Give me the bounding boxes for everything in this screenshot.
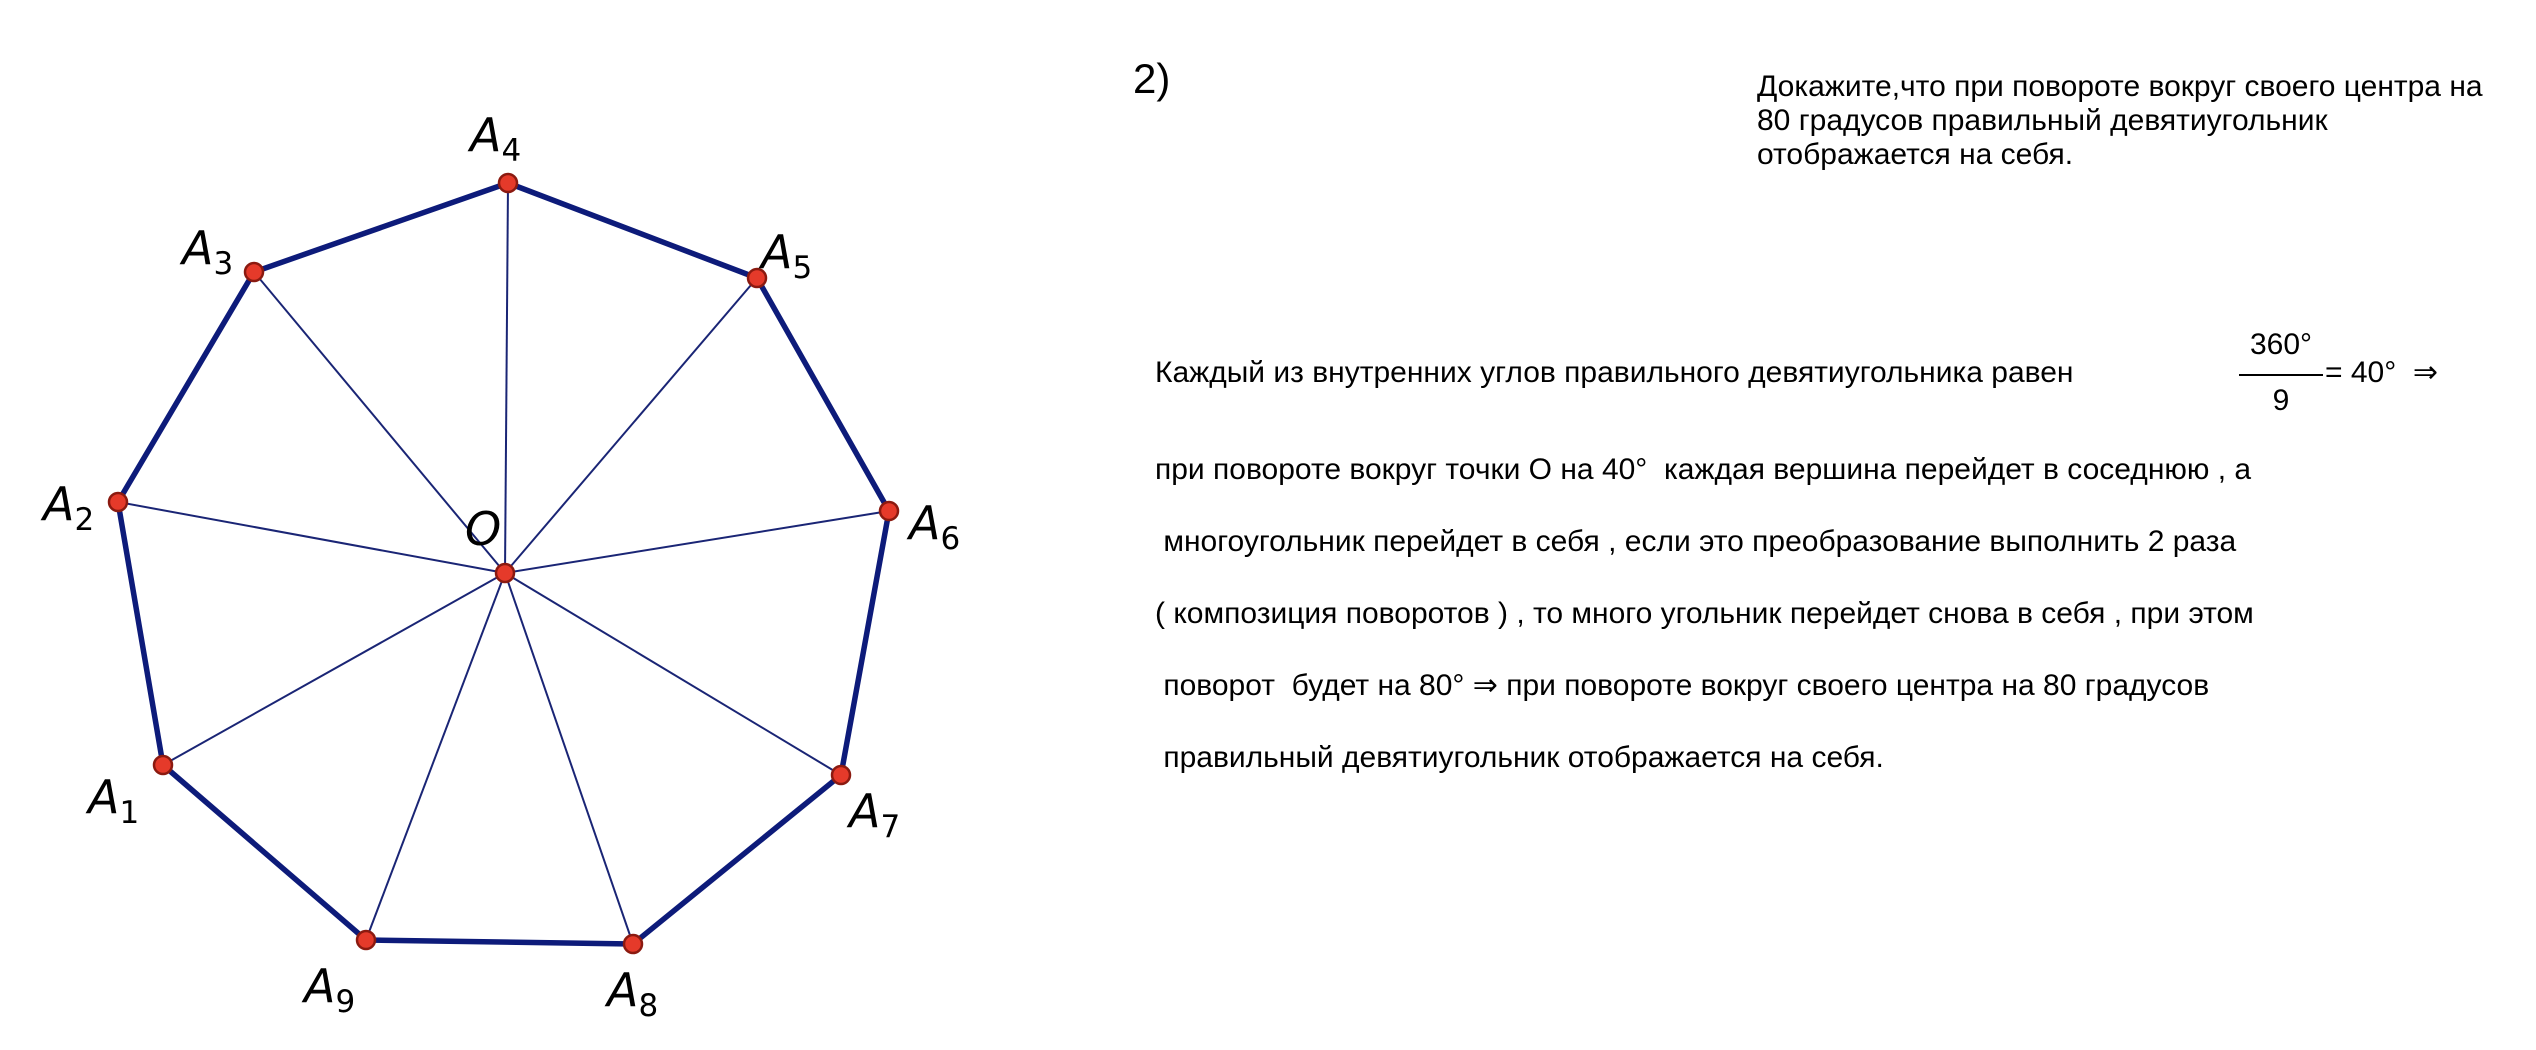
vertex-point-A9: [357, 931, 375, 949]
radius-O-A6: [505, 511, 889, 573]
nonagon-diagram: [0, 0, 1040, 1050]
vertex-point-A8: [624, 935, 642, 953]
vertex-label-A6: $A_6$: [909, 496, 961, 557]
solution-line-3: многоугольник перейдет в себя , если это преобразование выполнить 2 раза: [1155, 525, 2237, 558]
center-label-O: O: [465, 502, 502, 556]
vertex-label-A3: $A_3$: [182, 221, 234, 282]
vertex-label-A2: $A_2$: [43, 477, 95, 538]
radius-O-A7: [505, 573, 841, 775]
solution-line-4: ( композиция поворотов ) , то много угольник перейдет снова в себя , при этом: [1155, 597, 2254, 630]
vertex-label-A8: $A_8$: [607, 963, 659, 1024]
vertex-label-A4: $A_4$: [470, 108, 522, 169]
radius-O-A8: [505, 573, 633, 944]
solution-line-1: Каждый из внутренних углов правильного девятиугольника равен: [1155, 356, 2074, 389]
vertex-label-A9: $A_9$: [304, 959, 356, 1020]
radius-O-A1: [163, 573, 505, 765]
vertex-label-A1: $A_1$: [88, 770, 140, 831]
vertex-point-A4: [499, 174, 517, 192]
fraction-numerator: 360°: [2249, 328, 2313, 361]
radius-O-A5: [505, 278, 757, 573]
radius-O-A9: [366, 573, 505, 940]
vertex-point-A6: [880, 502, 898, 520]
points-group: [109, 174, 901, 953]
problem-statement: Докажите,что при повороте вокруг своего центра на 80 градусов правильный девятиугольник отображается на себя.: [1757, 70, 2483, 171]
task-number: 2): [1133, 55, 1171, 102]
radius-O-A4: [505, 183, 508, 573]
vertex-point-A1: [154, 756, 172, 774]
fraction-denominator: 9: [2272, 384, 2290, 417]
center-point-O: [496, 564, 514, 582]
solution-line-1-suffix: = 40° ⇒: [2325, 356, 2439, 389]
vertex-point-A7: [832, 766, 850, 784]
solution-line-6: правильный девятиугольник отображается на себя.: [1155, 741, 1884, 774]
solution-line-5: поворот будет на 80° ⇒ при повороте вокруг своего центра на 80 градусов: [1155, 669, 2210, 702]
fraction-bar: [2239, 374, 2323, 376]
vertex-point-A3: [245, 263, 263, 281]
vertex-point-A2: [109, 493, 127, 511]
radius-O-A2: [118, 502, 505, 573]
solution-line-2: при повороте вокруг точки О на 40° каждая вершина перейдет в соседнюю , а: [1155, 453, 2252, 486]
vertex-label-A5: $A_5$: [761, 225, 813, 286]
vertex-label-A7: $A_7$: [849, 784, 901, 845]
